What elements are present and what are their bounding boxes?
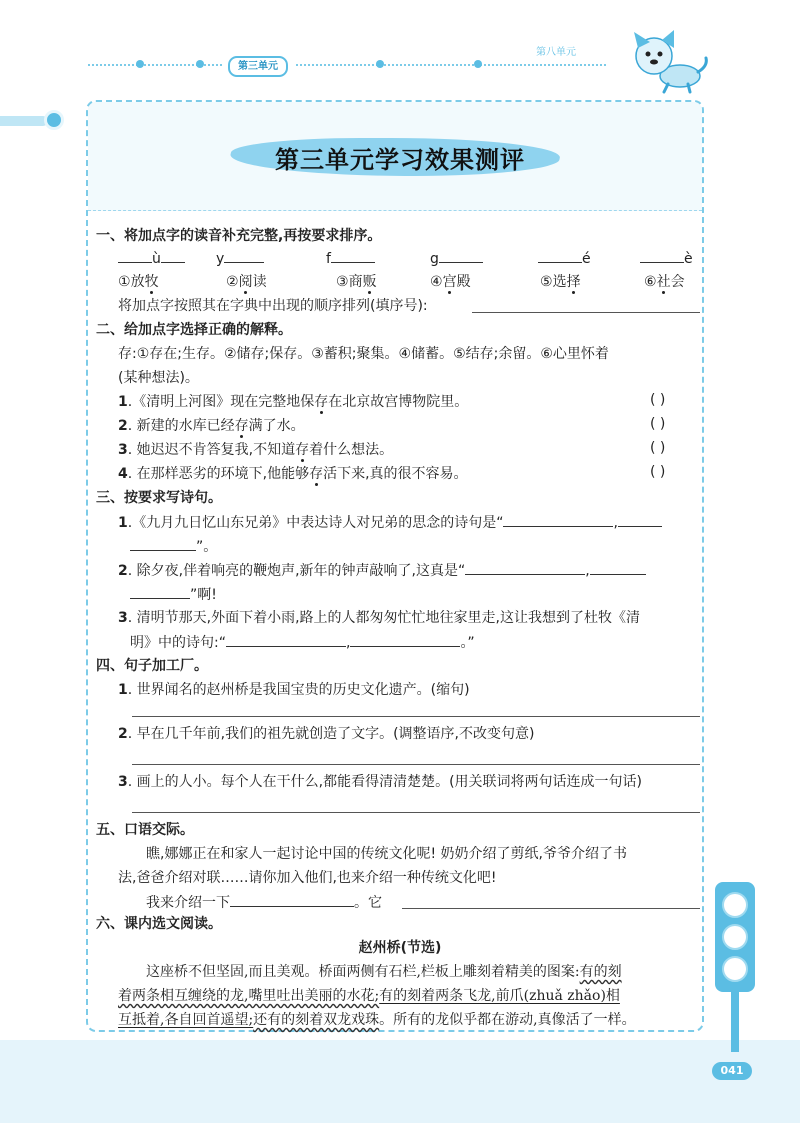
question-2-4: 4. 在那样恶劣的环境下,他能够存活下来,真的很不容易。: [118, 466, 468, 482]
page-title: 第三单元学习效果测评: [275, 146, 525, 174]
passage-line-1: 这座桥不但坚固,而且美观。桥面两侧有石栏,栏板上雕刻着精美的图案:有的刻: [146, 964, 622, 980]
oral-answer-line[interactable]: [402, 908, 700, 909]
word-1: ①放牧: [118, 274, 159, 290]
answer-line-4-1[interactable]: [132, 716, 700, 717]
oral-answer-prompt: 我来介绍一下 。它: [146, 892, 382, 913]
unit-tab: 第三单元: [228, 56, 288, 77]
header-dot: [376, 60, 384, 68]
passage-title: 赵州桥(节选): [358, 940, 442, 956]
side-bar-decoration: [0, 116, 48, 126]
question-4-2: 2. 早在几千年前,我们的祖先就创造了文字。(调整语序,不改变句意): [118, 726, 535, 742]
pinyin-blank-6[interactable]: è: [640, 248, 693, 269]
passage-line-2: 着两条相互缠绕的龙,嘴里吐出美丽的水花;有的刻着两条飞龙,前爪(zhuǎ zhǎo)相: [118, 988, 620, 1004]
answer-paren[interactable]: ( ): [650, 392, 666, 408]
word-4: ④宫殿: [430, 274, 471, 290]
footer-band: [0, 1040, 800, 1123]
pinyin-blank-5[interactable]: é: [538, 248, 591, 269]
question-3-3-cont: 明》中的诗句:“ , 。”: [130, 632, 475, 653]
answer-line-4-3[interactable]: [132, 812, 700, 813]
word-2: ②阅读: [226, 274, 267, 290]
definition-line-2: (某种想法)。: [118, 370, 199, 386]
question-3-2: 2. 除夕夜,伴着响亮的鞭炮声,新年的钟声敲响了,这真是“ ,: [118, 560, 646, 581]
question-4-3: 3. 画上的人小。每个人在干什么,都能看得清清楚楚。(用关联词将两句话连成一句话): [118, 774, 643, 790]
section-6-heading: 六、课内选文阅读。: [96, 916, 222, 932]
pinyin-blank-1[interactable]: ù: [118, 248, 185, 269]
header-dot: [136, 60, 144, 68]
question-4-1: 1. 世界闻名的赵州桥是我国宝贵的历史文化遗产。(缩句): [118, 682, 470, 698]
pinyin-blank-2[interactable]: y: [216, 248, 264, 269]
section-2-heading: 二、给加点字选择正确的解释。: [96, 322, 292, 338]
order-answer-line[interactable]: [472, 312, 700, 313]
question-2-2: 2. 新建的水库已经存满了水。: [118, 418, 305, 434]
page-number: 041: [712, 1062, 752, 1080]
answer-line-4-2[interactable]: [132, 764, 700, 765]
section-5-heading: 五、口语交际。: [96, 822, 194, 838]
oral-paragraph-2: 法,爸爸介绍对联……请你加入他们,也来介绍一种传统文化吧!: [118, 870, 497, 886]
question-2-1: 1.《清明上河图》现在完整地保存在北京故宫博物院里。: [118, 394, 469, 410]
side-knob-decoration: [44, 110, 64, 130]
definition-line-1: 存:①存在;生存。②储存;保存。③蓄积;聚集。④储蓄。⑤结存;余留。⑥心里怀着: [118, 346, 609, 362]
question-2-3: 3. 她迟迟不肯答复我,不知道存着什么想法。: [118, 442, 394, 458]
question-3-3: 3. 清明节那天,外面下着小雨,路上的人都匆匆忙忙地往家里走,这让我想到了杜牧《清: [118, 610, 640, 626]
question-3-2-cont: ”啊!: [130, 584, 217, 605]
passage-line-3: 互抵着,各自回首遥望;还有的刻着双龙戏珠。所有的龙似乎都在游动,真像活了一样。: [118, 1012, 636, 1028]
question-3-1: 1.《九月九日忆山东兄弟》中表达诗人对兄弟的思念的诗句是“ ,: [118, 512, 662, 533]
traffic-light-icon: [715, 882, 755, 992]
section-3-heading: 三、按要求写诗句。: [96, 490, 222, 506]
header-dot: [196, 60, 204, 68]
oral-paragraph-1: 瞧,娜娜正在和家人一起讨论中国的传统文化呢! 奶奶介绍了剪纸,爷爷介绍了书: [146, 846, 627, 862]
pinyin-blank-4[interactable]: g: [430, 248, 483, 269]
word-5: ⑤选择: [540, 274, 581, 290]
section-4-heading: 四、句子加工厂。: [96, 658, 208, 674]
answer-paren[interactable]: ( ): [650, 464, 666, 480]
header-dot: [474, 60, 482, 68]
word-3: ③商贩: [336, 274, 377, 290]
answer-paren[interactable]: ( ): [650, 416, 666, 432]
header-dotted-line-right: [296, 64, 606, 66]
traffic-light-pole: [731, 992, 739, 1052]
puppy-mascot-icon: [628, 26, 710, 94]
question-3-1-cont: ”。: [130, 536, 217, 557]
next-unit-label: 第八单元: [536, 47, 576, 58]
word-6: ⑥社会: [644, 274, 685, 290]
section-1-heading: 一、将加点字的读音补充完整,再按要求排序。: [96, 228, 382, 244]
answer-paren[interactable]: ( ): [650, 440, 666, 456]
order-prompt: 将加点字按照其在字典中出现的顺序排列(填序号):: [118, 298, 428, 314]
pinyin-blank-3[interactable]: f: [326, 248, 375, 269]
